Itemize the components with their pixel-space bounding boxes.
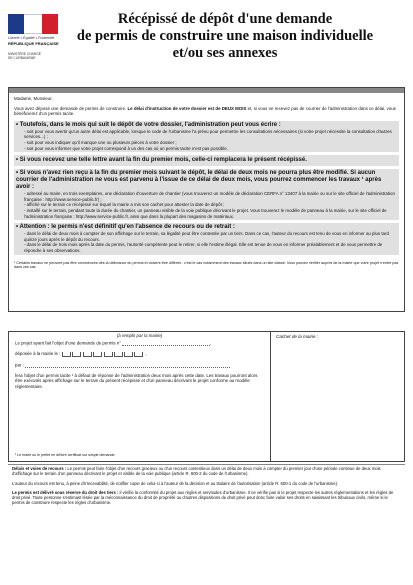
form-footnote: ¹ Le maire ou le préfet en délivre certificat sur simple demande. — [15, 453, 116, 457]
title-line-3: et/ou ses annexes — [172, 45, 278, 61]
legal-text-1: Le permis peut faire l'objet d'un recours gracieux ou d'un recours contentieux dans un délai de deux mois à compter du premier jour d'une période continue de deux mois d'affichage sur le terrain d'un panneau décrivant le projet et visible de la voie publique (article R. 600-2 du code de l'urbanisme). — [12, 466, 381, 477]
republic-name: RÉPUBLIQUE FRANÇAISE — [8, 41, 59, 46]
notice-2-title: • Si vous recevez une telle lettre avant la fin du premier mois, celle-ci remplacera le présent récépissé. — [16, 157, 307, 164]
applicant-label: par : — [15, 362, 24, 367]
legal-title-3: Le permis est délivré sous réserve du droit des tiers : — [12, 489, 119, 495]
mairie-stamp-box[interactable] — [271, 331, 405, 462]
notice-3-item-2: - affiché sur le terrain ce récépissé sur lequel la mairie a mis son cachet pour attester la date de dépôt ; — [24, 202, 225, 208]
notice-3-item-1: - adressé au maire, en trois exemplaires, une déclaration d'ouverture de chantier (vous trouverez un modèle de déclaration CERFA n° 13407 à la mairie ou sur le site officiel de l'administration française : http://www.service-public.fr) ; — [24, 191, 395, 202]
intro-text-b: Le délai d'instruction de votre dossier est de DEUX MOIS — [127, 105, 247, 111]
republic-flag-icon — [8, 14, 60, 34]
notice-3-title: • Si vous n'avez rien reçu à la fin du premier mois suivant le dépôt, le délai de deux mois ne pourra plus être modifié. Si aucun courrier de l'administration ne vous est parvenu à l'issue de ce délai de deux mois, vous pourrez commencer les travaux ¹ après avoir : — [16, 170, 382, 191]
receipt-box — [8, 87, 405, 312]
title-line-2: de permis de construire une maison individuelle — [76, 28, 374, 44]
receipt-footnote: ¹ Certains travaux ne peuvent pas être commencés dès la délivrance du permis et doivent être différés : c'est le cas notamment des travaux situés dans un site classé. Vous pouvez vérifier auprès de la mairie que votre projet n'entre pas dans ces cas. — [14, 260, 399, 269]
notice-4-item-1: - dans le délai de deux mois à compter de son affichage sur le terrain, sa légalité peut être contestée par un tiers. Dans ce cas, l'auteur du recours est tenu de vous en informer au plus tard quinze jours après le dépôt du recours. — [24, 231, 389, 242]
applicant-line — [15, 362, 264, 368]
deposit-date-field[interactable] — [62, 351, 146, 356]
stamp-caption: Cachet de la mairie : — [276, 334, 319, 339]
applicant-field[interactable] — [25, 362, 230, 368]
legal-title-1: Délais et voies de recours : — [12, 466, 67, 471]
legal-separator — [8, 464, 405, 465]
notice-1-item-1: - soit pour vous avertir qu'un autre délai est applicable, lorsque le code de l'urbanisme l'a prévu pour permettre les consultations nécessaires (si votre projet nécessite la consultation d'autres services...) ; — [24, 128, 392, 140]
page-title — [60, 11, 390, 62]
intro-text-a: Vous avez déposé une demande de permis de construire. — [14, 105, 128, 111]
notice-4-item-2: - dans le délai de trois mois après la date du permis, l'autorité compétente peut le retirer, si elle l'estime illégal. Elle est tenue de vous en informer préalablement et de vous permettre de répondre à ses observations. — [24, 242, 383, 253]
notice-4-title: • Attention : le permis n'est définitif qu'en l'absence de recours ou de retrait : — [16, 224, 235, 231]
notice-1-item-2: - soit pour vous indiquer qu'il manque une ou plusieurs pièces à votre dossier ; — [24, 139, 177, 145]
title-line-1: Récépissé de dépôt d'une demande — [117, 11, 333, 27]
legal-paragraph-3 — [12, 490, 401, 506]
deposit-date-label: déposée à la mairie le : — [15, 351, 61, 356]
notice-1-title: • Toutefois, dans le mois qui suit le dépôt de votre dossier, l'administration peut vous écrire : — [16, 121, 281, 128]
republic-motto: Liberté • Égalité • Fraternité — [8, 36, 55, 40]
mairie-form-box — [8, 331, 271, 462]
ministry-line-1: MINISTÈRE CHARGÉ — [8, 52, 41, 56]
ministry-line-2: DE L'URBANISME — [8, 56, 36, 61]
notice-section-1 — [14, 121, 399, 152]
legal-text-3: il vérifie la conformité du projet aux règles et servitudes d'urbanisme. Il ne vérifie pas si le projet respecte les autres réglementations et les règles de droit privé. Toute personne s'estimant lésée par la méconnaissance du droit de propriété ou d'autres dispositions de droit privé peut donc faire valoir ses droits en saisissant les tribunaux civils, même si le permis de construire respecte les règles d'urbanisme. — [12, 489, 394, 506]
intro-paragraph — [14, 106, 399, 117]
notice-section-4 — [14, 223, 399, 254]
form-caption: (à remplir par la mairie) — [116, 333, 163, 338]
notice-section-2 — [14, 155, 399, 166]
notice-1-item-3: - soit pour vous informer que votre projet correspond à un des cas où un permis tacite n'est pas possible. — [24, 145, 228, 151]
intro-text-c: et, si vous ne recevez pas de courrier de l'administration dans ce délai, vous bénéficierez d'un permis tacite. — [14, 105, 396, 117]
legal-section — [12, 466, 401, 510]
notice-section-3 — [14, 169, 399, 220]
permit-number-label: Le projet ayant fait l'objet d'une demande de permis n° — [15, 340, 121, 346]
notice-3-item-3: - installé sur le terrain, pendant toute la durée du chantier, un panneau visible de la voie publique décrivant le projet. Vous trouverez le modèle de panneau à la mairie, sur le site officiel de l'administration française : http://www.service-public.fr, ainsi que dans la plupart des magasins de matériaux. — [24, 207, 387, 219]
legal-paragraph-2: L'auteur du recours est tenu, à peine d'irrecevabilité, de notifier copie de celui-ci à l'auteur de la décision et au titulaire de l'autorisation (article R. 600-1 du code de l'urbanisme). — [12, 480, 339, 486]
permit-number-field[interactable] — [122, 340, 210, 346]
legal-paragraph-1 — [12, 466, 401, 477]
greeting: Madame, Monsieur, — [14, 96, 53, 101]
deposit-date-line: déposée à la mairie le : , — [15, 351, 147, 356]
form-paragraph: fera l'objet d'un permis tacite ¹ à défaut de réponse de l'administration deux mois après cette date. Les travaux pourront alors être exécutés après affichage sur le terrain du présent récépissé et d'un panneau décrivant le projet conforme au modèle réglementaire. — [15, 372, 258, 389]
permit-number-line: Le projet ayant fait l'objet d'une demande de permis n° , — [15, 340, 212, 346]
